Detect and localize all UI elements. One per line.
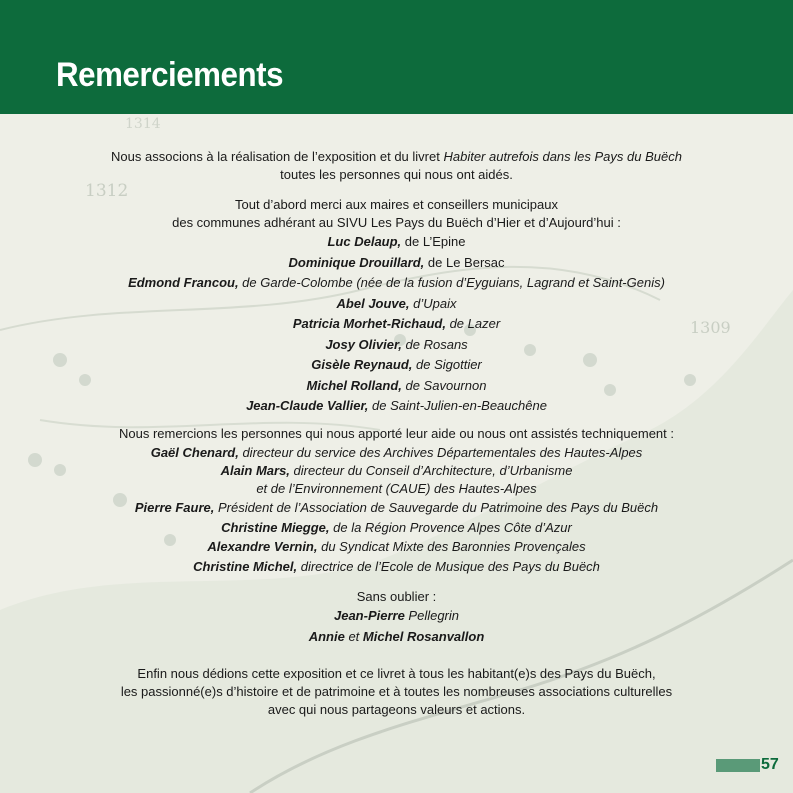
person-place: de L’Epine [401,234,466,249]
list-item [20,443,773,463]
person-name: Alexandre Vernin, [207,539,318,554]
person-name: Dominique Drouillard, [288,254,425,270]
person-place: de Savournon [401,377,487,393]
page-number-bar [716,759,760,772]
mayors-intro-line-2: des communes adhérant au SIVU Les Pays du Buëch d’Hier et d’Aujourd’hui : [172,215,621,230]
person-name-rest: Pellegrin [404,608,460,623]
intro-line-1 [20,148,773,166]
person-name: Abel Jouve, [336,295,410,311]
list-item [20,376,773,397]
header-band [0,0,793,114]
person-place: d’Upaix [409,295,457,311]
person-name: Jean-Claude Vallier, [246,398,369,413]
special-person-2 [20,627,773,648]
person-role: directrice de l’Ecole de Musique des Pays du Buëch [297,558,600,574]
person-name: Gaël Chenard, [150,444,239,460]
conjunction: et [344,628,363,644]
person-name: Christine Miegge, [221,519,330,535]
technical-intro: Nous remercions les personnes qui nous apporté leur aide ou nous ont assistés techniquement : [119,425,674,441]
list-item [20,314,773,335]
person-place: de Sigottier [412,357,482,372]
exhibition-title: Habiter autrefois dans les Pays du Buëch [443,149,682,164]
person-role: de la Région Provence Alpes Côte d’Azur [329,519,572,535]
acknowledgements-body [20,148,773,719]
person-name: Jean-Pierre [333,608,405,623]
list-item [20,273,773,294]
technical-list [20,443,773,577]
list-item [20,498,773,518]
person-name: Luc Delaup, [327,234,402,249]
person-role-continued: et de l’Environnement (CAUE) des Hautes-Alpes [256,481,537,496]
person-name: Michel Rolland, [306,377,402,393]
person-name: Josy Olivier, [325,336,402,352]
person-role: directeur du Conseil d’Architecture, d’Urbanisme [289,463,573,478]
mayors-list [20,232,773,417]
map-label: 1312 [85,181,129,201]
person-place: de Saint-Julien-en-Beauchêne [368,398,547,413]
page-number: 57 [761,756,779,773]
person-name: Patricia Morhet-Richaud, [292,316,446,331]
person-role: directeur du service des Archives Départementales des Hautes-Alpes [238,444,643,460]
intro-line-2: toutes les personnes qui nous ont aidés. [280,167,513,182]
person-name: Michel Rosanvallon [362,628,485,644]
intro-text: Nous associons à la réalisation de l’exposition et du livret [111,149,440,164]
person-name: Gisèle Reynaud, [311,357,413,372]
person-name: Alain Mars, [220,463,290,478]
list-item [20,396,773,417]
person-role: Président de l’Association de Sauvegarde du Patrimoine des Pays du Buëch [214,500,659,515]
mayors-intro-line-1: Tout d’abord merci aux maires et conseillers municipaux [235,197,558,212]
person-name: Edmond Francou, [128,275,239,290]
person-name: Annie [308,628,345,644]
map-label: 1314 [125,116,161,132]
closing-line-2: les passionné(e)s d’histoire et de patrimoine et à toutes les nombreuses associations culturelles [120,684,673,699]
closing-line-1: Enfin nous dédions cette exposition et ce livret à tous les habitant(e)s des Pays du Buëch, [137,666,656,681]
special-person-1 [20,606,773,627]
person-name: Christine Michel, [193,558,298,574]
person-role: du Syndicat Mixte des Baronnies Provençales [317,539,586,554]
map-label: 1309 [690,318,731,337]
person-place: de Lazer [445,316,501,331]
list-item [20,232,773,253]
list-item [20,355,773,376]
closing-line-3: avec qui nous partageons valeurs et actions. [267,702,526,717]
list-item [20,557,773,577]
list-item [20,294,773,315]
person-name: Pierre Faure, [134,500,215,515]
special-intro: Sans oublier : [356,589,437,604]
page-title: Remerciements [56,56,284,94]
person-place: de Rosans [401,336,468,352]
list-item [20,253,773,274]
person-place: de Le Bersac [424,254,505,270]
list-item [20,462,773,480]
list-item [20,335,773,356]
person-place: de Garde-Colombe (née de la fusion d’Eyguians, Lagrand et Saint-Genis) [238,275,665,290]
list-item [20,518,773,538]
list-item [20,537,773,557]
